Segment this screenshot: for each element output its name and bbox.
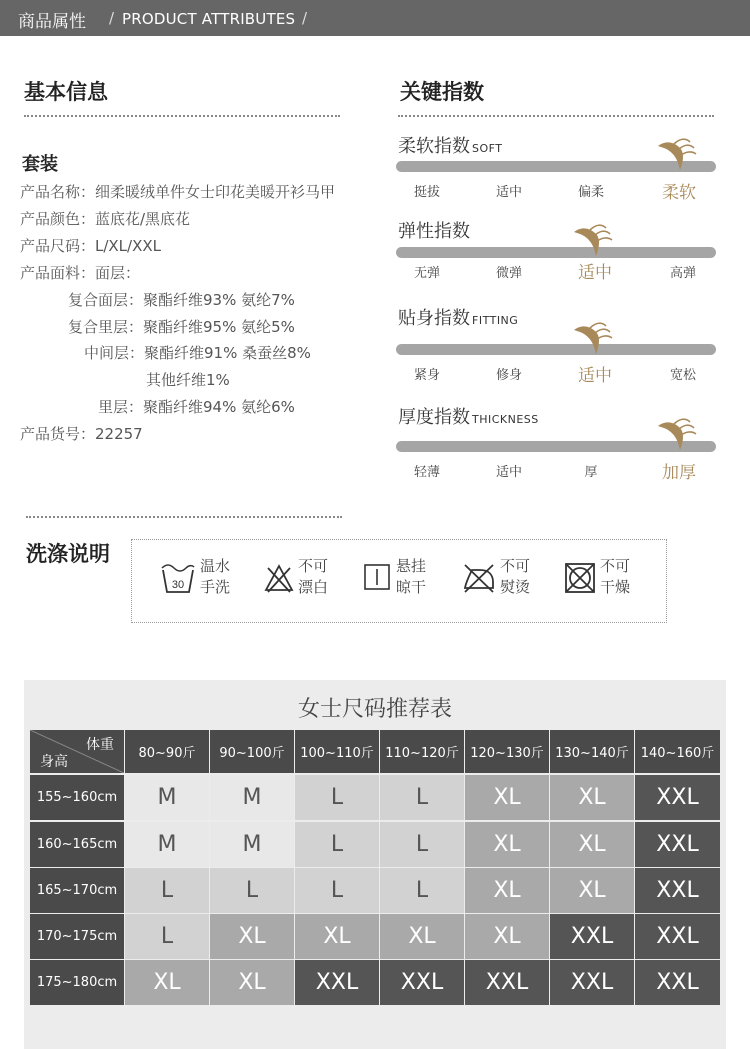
size-cell: XXL xyxy=(550,960,634,1005)
leaf-marker-icon xyxy=(656,136,702,176)
level-label-active: 适中 xyxy=(578,263,612,283)
weight-header-cell: 90~100斤 xyxy=(210,730,294,773)
size-cell: XL xyxy=(465,822,549,867)
size-cell: L xyxy=(125,868,209,913)
info-line: 里层：聚酯纤维94% 氨纶6% xyxy=(98,398,295,416)
level-label-active: 加厚 xyxy=(662,463,696,483)
level-label: 高弹 xyxy=(669,266,696,281)
corner-height-label: 身高 xyxy=(40,754,68,770)
size-cell: M xyxy=(210,775,294,820)
level-label: 适中 xyxy=(495,185,522,200)
info-line: 产品颜色：蓝底花/黑底花 xyxy=(20,210,191,228)
size-cell: XL xyxy=(550,868,634,913)
key-indices-heading: 关键指数 xyxy=(400,80,484,104)
info-line: 产品货号：22257 xyxy=(20,425,143,443)
size-chart-title: 女士尺码推荐表 xyxy=(297,697,452,722)
size-cell: XXL xyxy=(380,960,464,1005)
level-label: 修身 xyxy=(495,368,522,383)
table-corner-cell xyxy=(30,730,124,773)
wash-label: 不可 漂白 xyxy=(298,557,329,596)
size-cell: XL xyxy=(465,914,549,959)
size-cell: XL xyxy=(465,868,549,913)
no-bleach-icon xyxy=(264,562,294,594)
size-cell: L xyxy=(380,775,464,820)
weight-header-cell: 110~120斤 xyxy=(380,730,464,773)
size-cell: XXL xyxy=(635,822,720,867)
wash-label: 温水 手洗 xyxy=(200,557,231,596)
attributes-header-bar xyxy=(0,0,750,36)
basic-info-heading: 基本信息 xyxy=(24,80,108,104)
divider xyxy=(398,115,714,117)
size-cell: XL xyxy=(465,775,549,820)
level-label: 无弹 xyxy=(413,266,440,281)
info-line: 中间层：聚酯纤维91% 桑蚕丝8% xyxy=(84,344,311,362)
elastic-index-title: 弹性指数 xyxy=(398,221,470,242)
size-cell: M xyxy=(210,822,294,867)
no-tumble-dry-icon xyxy=(564,562,596,594)
wash-label: 不可 熨烫 xyxy=(500,557,531,596)
info-line: 产品面料：面层： xyxy=(20,264,141,282)
height-row-header: 155~160cm xyxy=(30,775,124,820)
level-label-active: 柔软 xyxy=(662,183,696,203)
size-cell: XXL xyxy=(635,960,720,1005)
level-label-active: 适中 xyxy=(578,366,612,386)
size-cell: XXL xyxy=(465,960,549,1005)
hang-dry-icon xyxy=(363,562,391,592)
thickness-index-title: 厚度指数 THICKNESS xyxy=(398,407,539,428)
size-cell: L xyxy=(380,822,464,867)
soft-index-title: 柔软指数 SOFT xyxy=(398,136,503,157)
size-cell: XL xyxy=(550,822,634,867)
size-cell: L xyxy=(210,868,294,913)
height-row-header: 170~175cm xyxy=(30,914,124,959)
height-row-header: 175~180cm xyxy=(30,960,124,1005)
corner-weight-label: 体重 xyxy=(86,737,114,753)
header-slash: / xyxy=(302,9,308,27)
size-cell: L xyxy=(295,868,379,913)
level-label: 适中 xyxy=(495,465,522,480)
size-cell: XL xyxy=(210,914,294,959)
weight-header-cell: 100~110斤 xyxy=(295,730,379,773)
washing-heading: 洗涤说明 xyxy=(26,542,110,566)
info-line: 产品名称：细柔暖绒单件女士印花美暖开衫马甲 xyxy=(20,183,336,201)
info-line: 产品尺码：L/XL/XXL xyxy=(20,237,162,255)
level-label: 厚 xyxy=(584,465,598,480)
weight-header-cell: 120~130斤 xyxy=(465,730,549,773)
weight-header-cell: 80~90斤 xyxy=(125,730,209,773)
size-cell: L xyxy=(380,868,464,913)
no-iron-icon xyxy=(462,562,496,594)
size-cell: M xyxy=(125,775,209,820)
size-cell: XL xyxy=(380,914,464,959)
size-cell: L xyxy=(295,822,379,867)
svg-text:30: 30 xyxy=(171,579,185,591)
leaf-marker-icon xyxy=(572,320,618,360)
size-cell: XL xyxy=(125,960,209,1005)
header-title-cn: 商品属性 xyxy=(18,12,86,32)
size-cell: XXL xyxy=(635,914,720,959)
level-label: 微弹 xyxy=(495,266,522,281)
level-label: 紧身 xyxy=(413,368,440,383)
weight-header-cell: 130~140斤 xyxy=(550,730,634,773)
level-label: 挺拔 xyxy=(413,185,440,200)
leaf-marker-icon xyxy=(656,416,702,456)
divider xyxy=(24,115,340,117)
size-cell: XXL xyxy=(295,960,379,1005)
size-cell: XL xyxy=(210,960,294,1005)
header-title-en: PRODUCT ATTRIBUTES xyxy=(122,10,296,28)
leaf-marker-icon xyxy=(572,222,618,262)
info-line: 复合面层：聚酯纤维93% 氨纶7% xyxy=(68,291,295,309)
level-label: 宽松 xyxy=(669,368,696,383)
size-cell: L xyxy=(125,914,209,959)
fitting-index-track xyxy=(396,344,716,355)
info-line: 其他纤维1% xyxy=(146,371,230,389)
wash-30-icon xyxy=(160,562,196,596)
size-cell: XL xyxy=(295,914,379,959)
level-label: 偏柔 xyxy=(577,185,604,200)
divider xyxy=(26,516,342,518)
wash-label: 悬挂 晾干 xyxy=(396,557,427,596)
level-label: 轻薄 xyxy=(413,465,440,480)
fitting-index-title: 贴身指数 FITTING xyxy=(398,308,519,329)
size-cell: XXL xyxy=(635,775,720,820)
size-cell: XXL xyxy=(550,914,634,959)
washing-instructions-box xyxy=(131,539,667,623)
weight-header-cell: 140~160斤 xyxy=(635,730,720,773)
size-cell: XL xyxy=(550,775,634,820)
header-slash: / xyxy=(109,9,115,27)
kit-title: 套装 xyxy=(22,154,58,175)
size-cell: L xyxy=(295,775,379,820)
elastic-index-track xyxy=(396,247,716,258)
size-cell: XXL xyxy=(635,868,720,913)
size-cell: M xyxy=(125,822,209,867)
height-row-header: 160~165cm xyxy=(30,822,124,867)
height-row-header: 165~170cm xyxy=(30,868,124,913)
info-line: 复合里层：聚酯纤维95% 氨纶5% xyxy=(68,318,295,336)
wash-label: 不可 干燥 xyxy=(600,557,631,596)
